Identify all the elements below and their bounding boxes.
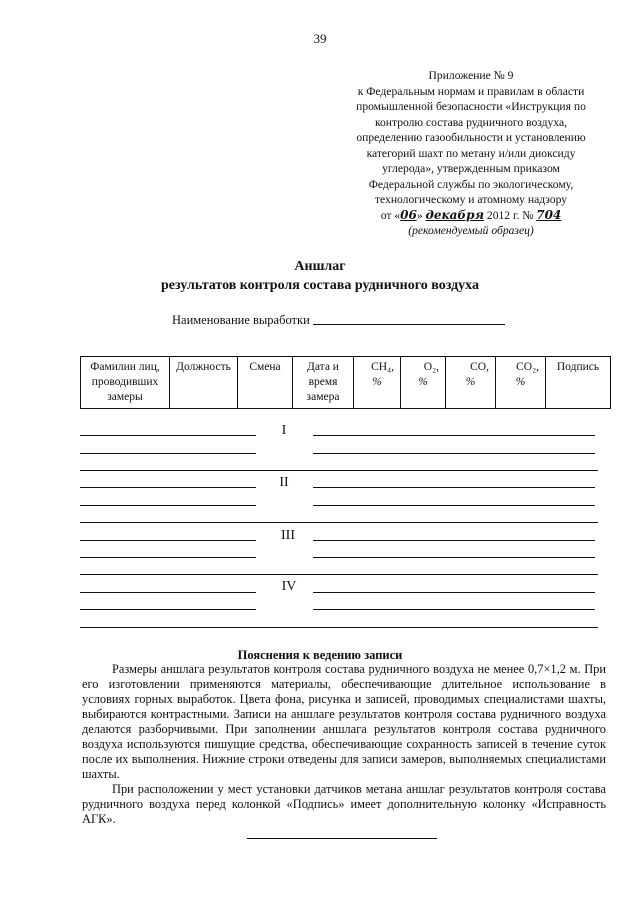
working-name-label: Наименование выработки — [172, 313, 310, 327]
working-name-blank — [313, 312, 505, 325]
rule-line — [80, 470, 598, 471]
appendix-line: к Федеральным нормам и правилам в области — [357, 84, 585, 98]
rule-line — [80, 557, 256, 558]
shift-label: I — [281, 423, 287, 438]
working-name-field — [172, 312, 505, 328]
rule-line — [313, 487, 595, 488]
rule-line — [313, 592, 595, 593]
gas-label: CO₂, — [516, 361, 539, 373]
appendix-line: определению газообильности и установлению — [356, 131, 586, 144]
header-ch4 — [354, 357, 401, 409]
notes-body — [82, 662, 606, 827]
appendix-line: технологическому и атомному надзору — [374, 193, 568, 206]
rule-line — [80, 435, 256, 436]
header-o2 — [401, 357, 446, 409]
rule-line — [80, 592, 256, 593]
shift-label: III — [281, 528, 295, 543]
order-day: 06 — [400, 207, 417, 222]
appendix-line: промышленной безопасности «Инструкция по — [356, 100, 586, 113]
rule-line — [313, 505, 595, 506]
rule-line — [313, 435, 595, 436]
rule-line — [80, 453, 256, 454]
appendix-line: Приложение № 9 — [428, 69, 514, 82]
gas-label: CH₄, — [371, 361, 394, 373]
rule-line — [313, 557, 595, 558]
order-number: 704 — [536, 207, 562, 222]
unit-label: % — [515, 376, 526, 388]
records-table — [80, 356, 611, 409]
unit-label: % — [372, 376, 382, 388]
order-line — [326, 208, 616, 224]
shift-label: IV — [281, 579, 297, 594]
rule-line — [80, 627, 598, 628]
rule-line — [80, 487, 256, 488]
page-number: 39 — [313, 31, 327, 46]
header-shift: Смена — [238, 357, 293, 409]
notes-paragraph: Размеры аншлага результатов контроля состава рудничного воздуха не менее 0,7×1,2 м. При его изготовлении применяются материалы, обеспечивающие длительное использование в условиях горных выработок. Цвета фона, рисунка и записей, проводимых специалистами шахты, выбираются контрастными. Записи на аншлаге результатов контроля состава рудничного воздуха делаются разборчивыми. При заполнении аншлага результатов контроля состава рудничного воздуха используются пишущие средства, обеспечивающие сохранность записей в течение суток после их выполнения. Нижние строки отведены для записи замеров, выполняемых специалистами шахты. — [82, 662, 606, 781]
rule-line — [313, 609, 595, 610]
recommended-sample: (рекомендуемый образец) — [408, 224, 534, 237]
table-header-row — [81, 357, 611, 409]
order-mid: » — [416, 208, 426, 222]
appendix-line: углерода», утвержденным приказом — [382, 162, 560, 175]
shift-label: II — [279, 475, 289, 490]
notes-paragraph: При расположении у мест установки датчиков метана аншлаг результатов контроля состава рудничного воздуха перед колонкой «Подпись» имеет дополнительную колонку «Исправность АГК». — [82, 782, 606, 826]
order-month: декабря — [425, 207, 485, 222]
unit-label: % — [418, 376, 428, 388]
header-datetime: Дата и время замера — [293, 357, 354, 409]
order-prefix: от « — [380, 208, 401, 222]
rule-line — [80, 574, 598, 575]
order-year: 2012 г. № — [484, 208, 537, 222]
rule-line — [80, 522, 598, 523]
rule-line — [80, 540, 256, 541]
header-co2 — [496, 357, 546, 409]
gas-label: CO, — [470, 361, 489, 373]
notes-title: Пояснения к ведению записи — [237, 648, 403, 662]
rule-line — [80, 505, 256, 506]
gas-label: O₂, — [423, 361, 439, 373]
appendix-line: Федеральной службы по экологическому, — [368, 177, 574, 191]
unit-label: % — [465, 376, 476, 388]
header-co — [446, 357, 496, 409]
appendix-line: контролю состава рудничного воздуха, — [374, 115, 568, 129]
title-line-1: Аншлаг — [294, 259, 346, 274]
header-position: Должность — [170, 357, 238, 409]
title-line-2: результатов контроля состава рудничного воздуха — [160, 278, 479, 293]
closing-rule — [247, 838, 437, 839]
appendix-header — [326, 68, 616, 239]
document-title — [0, 257, 640, 295]
appendix-line: категорий шахт по метану и/или диоксиду — [366, 146, 576, 160]
header-names: Фамилии лиц, проводивших замеры — [81, 357, 170, 409]
rule-line — [313, 453, 595, 454]
header-signature: Подпись — [546, 357, 611, 409]
rule-line — [313, 540, 595, 541]
rule-line — [80, 609, 256, 610]
